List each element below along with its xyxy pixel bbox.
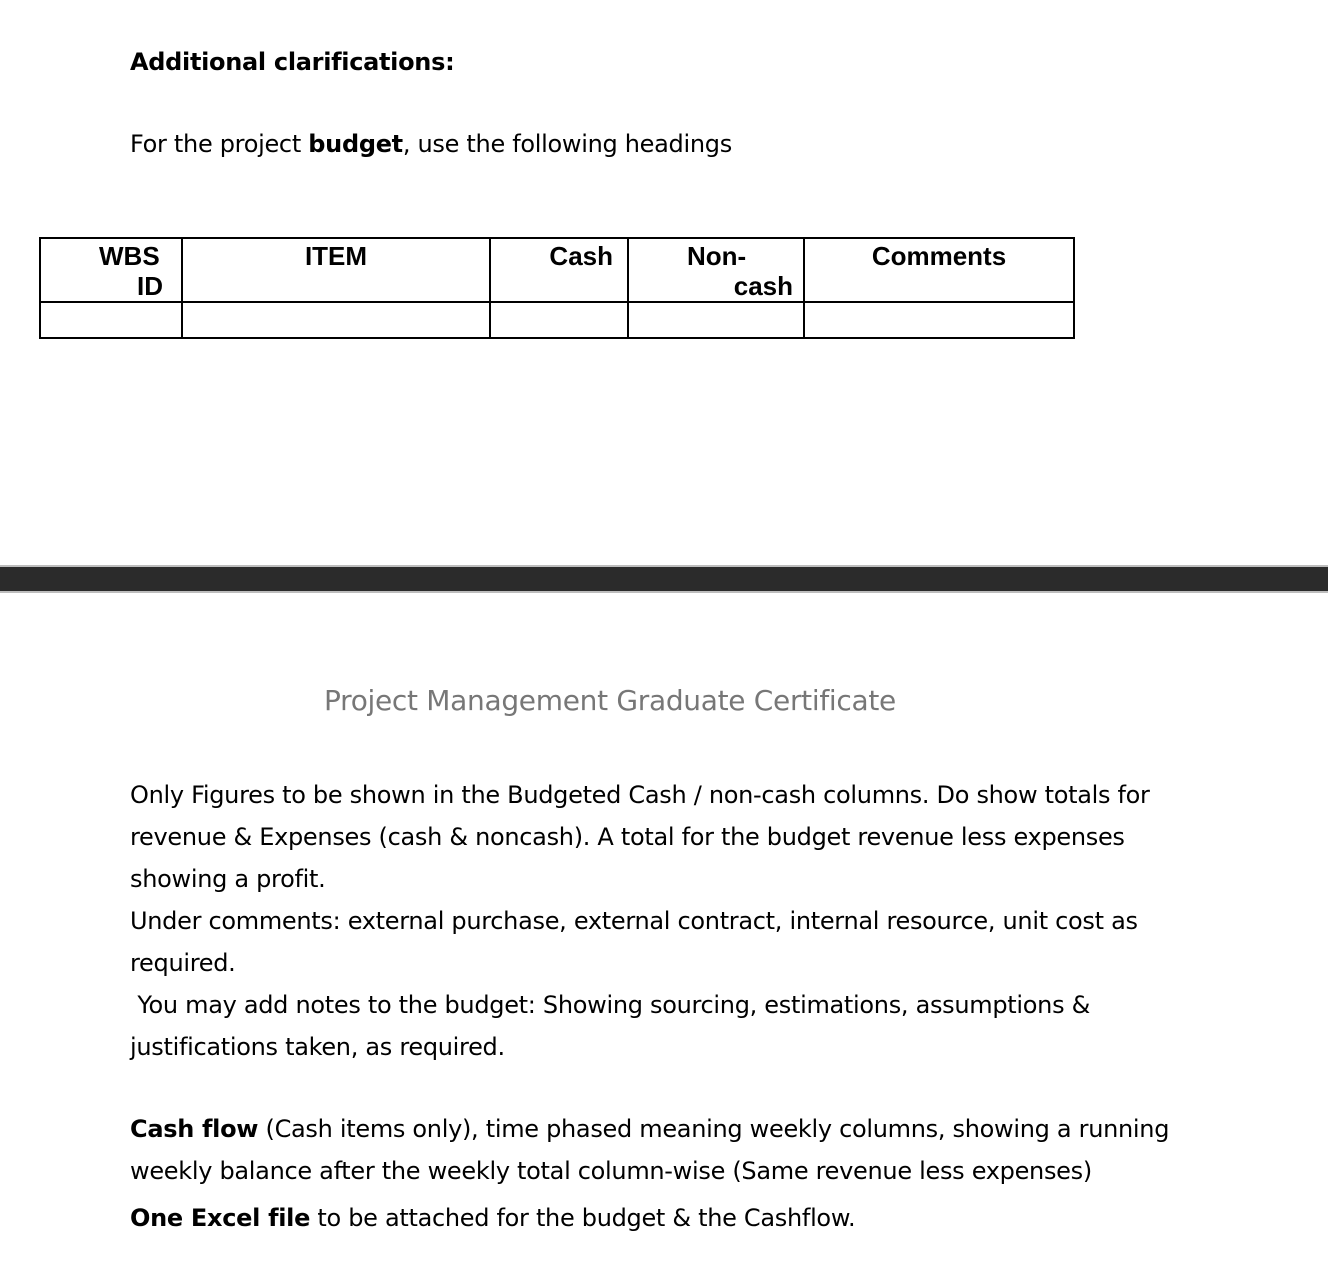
- cash-flow-line2: weekly balance after the weekly total column-wise (Same revenue less expenses): [130, 1157, 1092, 1185]
- header-comments-label: Comments: [871, 241, 1007, 271]
- table-cell: [40, 302, 182, 338]
- page-heading: Additional clarifications:: [130, 48, 455, 76]
- instruction-line: required.: [130, 949, 236, 977]
- header-item: [182, 238, 490, 302]
- header-item-label: ITEM: [304, 241, 368, 271]
- page-title: Project Management Graduate Certificate: [324, 684, 896, 717]
- budget-headings-table: [39, 237, 1075, 339]
- cash-flow-label: Cash flow: [130, 1115, 259, 1143]
- budget-intro-before: For the project: [130, 130, 309, 158]
- header-cash-label: Cash: [549, 241, 613, 271]
- instruction-line: Only Figures to be shown in the Budgeted Cash / non-cash columns. Do show totals for: [130, 781, 1150, 809]
- table-row: [40, 302, 1074, 338]
- table-cell: [490, 302, 628, 338]
- instruction-line: revenue & Expenses (cash & noncash). A total for the budget revenue less expenses: [130, 823, 1125, 851]
- cash-flow-instructions: [130, 1108, 1169, 1192]
- header-cash: [490, 238, 628, 302]
- header-wbs-line1: WBS: [99, 241, 160, 271]
- table-cell: [182, 302, 490, 338]
- header-comments: [804, 238, 1074, 302]
- cash-flow-line1: (Cash items only), time phased meaning weekly columns, showing a running: [258, 1115, 1170, 1143]
- table-cell: [804, 302, 1074, 338]
- instruction-line: You may add notes to the budget: Showing sourcing, estimations, assumptions &: [130, 991, 1091, 1019]
- page-separator: [0, 565, 1328, 593]
- excel-file-label: One Excel file: [130, 1204, 311, 1232]
- excel-file-rest: to be attached for the budget & the Cashflow.: [310, 1204, 856, 1232]
- budget-intro-bold: budget: [308, 130, 403, 158]
- header-noncash: [628, 238, 804, 302]
- budget-instructions: [130, 774, 1150, 1068]
- budget-intro-after: , use the following headings: [402, 130, 732, 158]
- budget-intro: [130, 130, 732, 158]
- instruction-line: showing a profit.: [130, 865, 326, 893]
- excel-file-instruction: [130, 1204, 855, 1232]
- instruction-line: Under comments: external purchase, external contract, internal resource, unit cost as: [130, 907, 1138, 935]
- header-noncash-line2: cash: [733, 271, 793, 301]
- table-cell: [628, 302, 804, 338]
- header-noncash-line1: Non-: [687, 241, 747, 271]
- instruction-line: justifications taken, as required.: [130, 1033, 505, 1061]
- header-wbs-id: [40, 238, 182, 302]
- header-wbs-line2: ID: [137, 271, 163, 301]
- table-header-row: [40, 238, 1074, 302]
